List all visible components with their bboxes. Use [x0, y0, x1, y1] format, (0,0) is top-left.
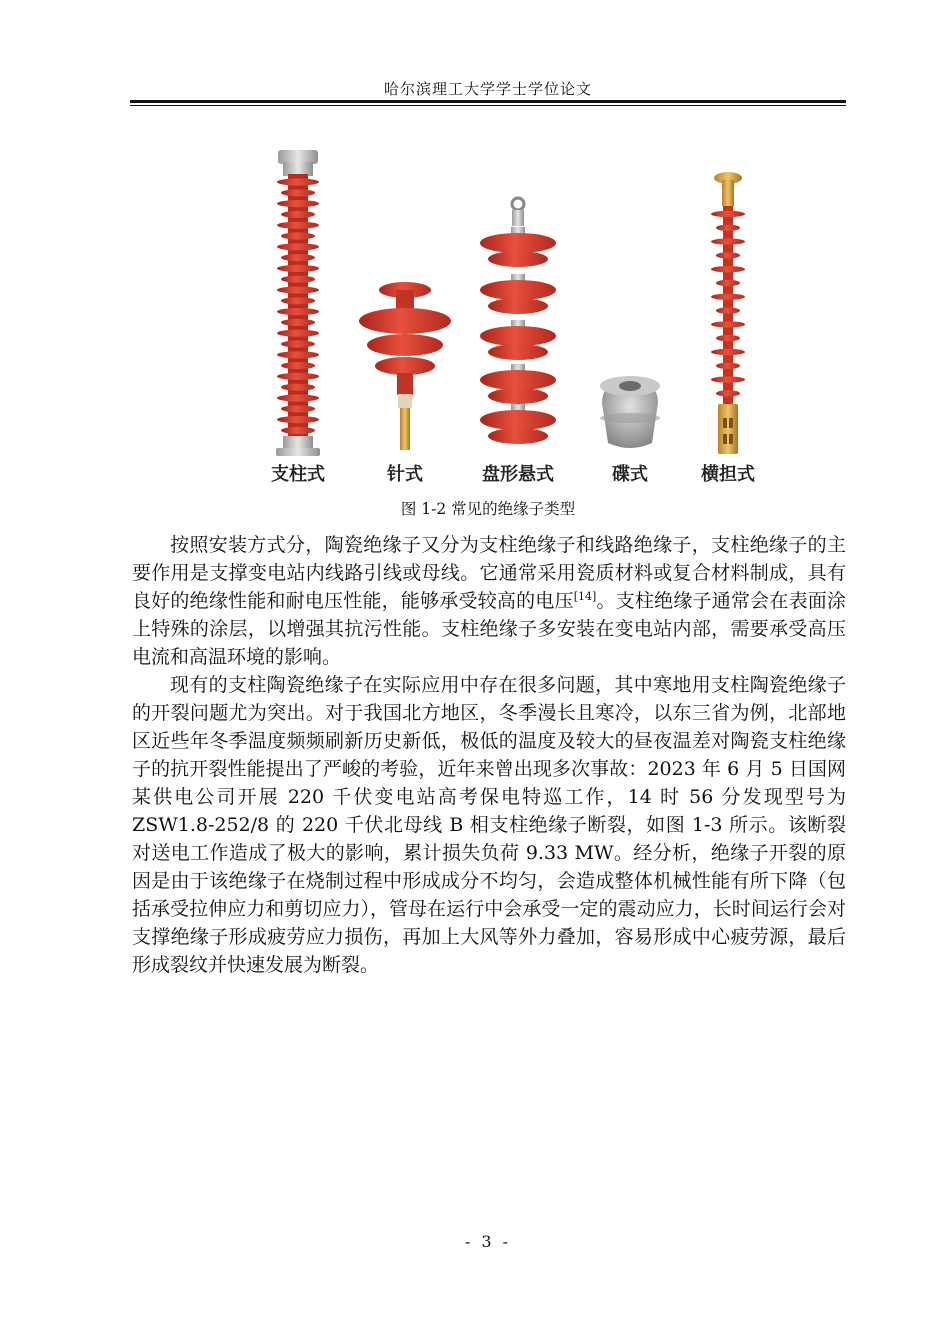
- post-shed: [277, 286, 319, 293]
- post-shed: [281, 211, 315, 218]
- crossarm-shed: [711, 321, 745, 327]
- disc-shed: [480, 280, 556, 300]
- insulator-illustration: [250, 118, 790, 494]
- post-shed: [281, 232, 315, 239]
- disc-shed: [480, 410, 556, 430]
- post-shed: [277, 308, 319, 315]
- post-shed: [281, 384, 315, 391]
- post-shed: [281, 276, 315, 283]
- crossarm-shed: [716, 307, 740, 313]
- label-dish: 碟式: [612, 464, 648, 485]
- crossarm-shed: [711, 294, 745, 300]
- post-shed: [281, 319, 315, 326]
- paragraph-2: 现有的支柱陶瓷绝缘子在实际应用中存在很多问题，其中寒地用支柱陶瓷绝缘子的开裂问题尤为突出。对于我国北方地区，冬季漫长且寒冷，以东三省为例，北部地区近些年冬季温度频频刷新历史新低，极低的温度及较大的昼夜温差对陶瓷支柱绝缘子的抗开裂性能提出了严峻的考验，近年来曾出现多次事故：2023 年 6 月 5 日国网某供电公司开展 220 千伏变电站高考保电特巡工作，14 时 56 分发现型号为 ZSW1.8-252/8 的 220 千伏北母线 B 相支柱绝缘子断裂，如图 1-3 所示。该断裂对送电工作造成了极大的影响，累计损失负荷 9.33 MW。经分析，绝缘子开裂的原因是由于该绝缘子在烧制过程中形成成分不均匀，会造成整体机械性能有所下降（包括承受拉伸应力和剪切应力），管母在运行中会承受一定的震动应力，长时间运行会对支撑绝缘子形成疲劳应力损伤，再加上大风等外力叠加，容易形成中心疲劳源，最后形成裂纹并快速发展为断裂。: [132, 674, 846, 976]
- post-shed: [277, 373, 319, 380]
- disc-shed: [488, 388, 548, 404]
- pin-insulator: [359, 282, 451, 450]
- post-shed: [277, 200, 319, 207]
- running-header: 哈尔滨理工大学学士学位论文: [383, 80, 592, 98]
- paragraph-1-text: 按照安装方式分，陶瓷绝缘子又分为支柱绝缘子和线路绝缘子，支柱绝缘子的主要作用是支撑变电站内线路引线或母线。它通常采用瓷质材料或复合材料制成，具有良好的绝缘性能和耐电压性能，能够承受较高的电压: [132, 534, 846, 612]
- label-suspension: 盘形悬式: [482, 464, 554, 485]
- body-text: [132, 531, 846, 979]
- figure-caption: 图 1-2 常见的绝缘子类型: [400, 500, 576, 518]
- disc-shed: [488, 428, 548, 444]
- post-shed: [277, 416, 319, 423]
- crossarm-shed: [711, 266, 745, 272]
- post-shed: [277, 330, 319, 337]
- label-post: 支柱式: [271, 464, 325, 485]
- post-insulator: [276, 150, 320, 456]
- dish-insulator: [600, 376, 660, 448]
- crossarm-shed: [716, 335, 740, 341]
- crossarm-shed: [711, 376, 745, 382]
- post-shed: [277, 243, 319, 250]
- crossarm-shed: [716, 225, 740, 231]
- suspension-insulator-string: [480, 198, 556, 444]
- crossarm-shed: [711, 238, 745, 244]
- post-shed: [281, 254, 315, 261]
- crossarm-shed: [716, 363, 740, 369]
- post-shed: [281, 405, 315, 412]
- paragraph-1-rest: 。支柱绝缘子通常会在表面涂上特殊的涂层，以增强其抗污性能。支柱绝缘子多安装在变电站内部，需要承受高压电流和高温环境的影响。: [132, 590, 846, 668]
- disc-shed: [480, 370, 556, 390]
- label-pin: 针式: [387, 464, 423, 485]
- disc-shed: [480, 326, 556, 346]
- post-shed: [281, 362, 315, 369]
- crossarm-shed: [716, 390, 740, 396]
- page-number: - 3 -: [464, 1232, 512, 1251]
- post-shed: [277, 265, 319, 272]
- post-shed: [277, 394, 319, 401]
- post-shed: [281, 189, 315, 196]
- disc-shed: [480, 233, 556, 253]
- citation-14: [14]: [573, 590, 597, 603]
- crossarm-shed: [716, 280, 740, 286]
- post-shed: [281, 427, 315, 434]
- crossarm-shed: [711, 211, 745, 217]
- post-shed: [277, 178, 319, 185]
- header-rule-thin: [130, 105, 846, 106]
- post-shed: [281, 297, 315, 304]
- post-shed: [277, 222, 319, 229]
- label-crossarm: 横担式: [701, 464, 755, 485]
- disc-shed: [488, 298, 548, 314]
- disc-shed: [488, 251, 548, 267]
- paragraph-1: [132, 531, 846, 671]
- crossarm-shed: [716, 252, 740, 258]
- post-shed: [281, 340, 315, 347]
- disc-shed: [488, 344, 548, 360]
- header-rule-thick: [130, 100, 846, 103]
- crossarm-shed: [711, 349, 745, 355]
- insulator-figure: [250, 118, 790, 494]
- crossarm-insulator: [711, 172, 745, 454]
- post-shed: [277, 351, 319, 358]
